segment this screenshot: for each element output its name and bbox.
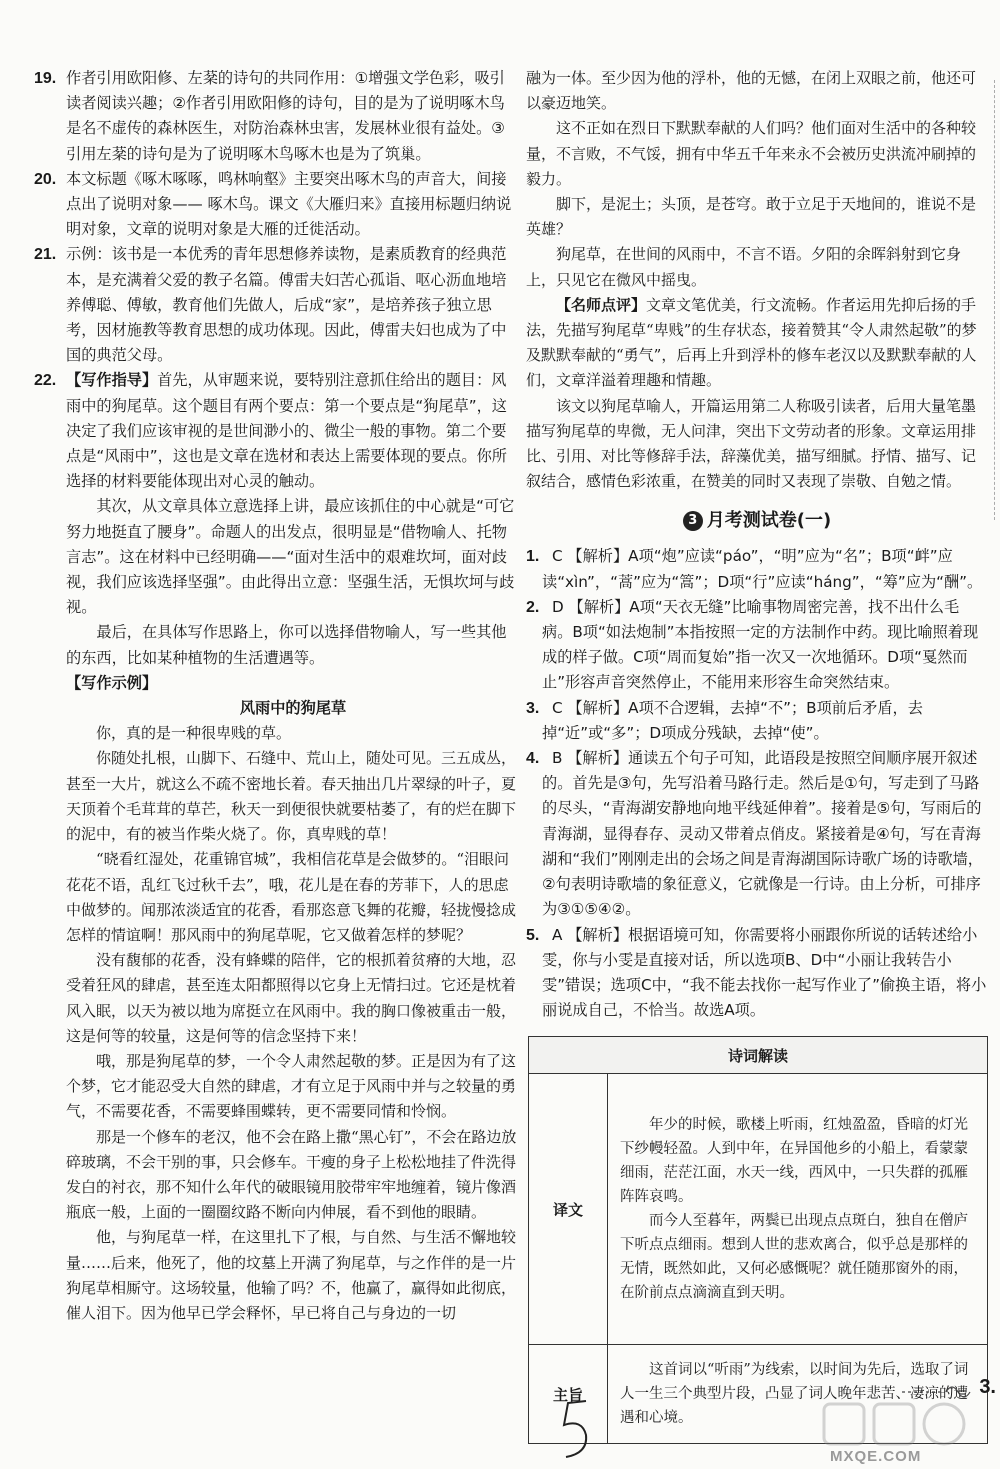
answer-19 xyxy=(34,66,520,167)
teacher-review xyxy=(526,293,988,394)
essay-paragraph: 融为一体。至少因为他的浮朴，他的无憾，在闭上双眼之前，他还可以豪迈地笑。 xyxy=(526,69,977,113)
answer-text: C 【解析】A项“炮”应读“páo”，“明”应为“名”；B项“衅”应读“xìn”，“蒿”应为“篙”；D项“行”应读“háng”，“筹”应为“酬”。 xyxy=(542,547,983,591)
answer-text: B 【解析】通读五个句子可知，此语段是按照空间顺序展开叙述的。首先是③句，先写沿着马路行走。然后是①句，写走到了马路的尽头，“青海湖安静地向地平线延伸着”。接着是⑤句，写雨后的青海湖，显得春存、灵动又带着点俏皮。紧接着是④句，写在青海湖和“我们”刚刚走出的会场之间是青海湖国际诗歌广场的诗歌墙，②句表明诗歌墙的象征意义，它就像是一行诗。由上分析，可排序为③①⑤④②。 xyxy=(542,749,983,919)
guide-paragraph-1: 首先，从审题来说，要特别注意抓住给出的题目：风雨中的狗尾草。这个题目有两个要点：第一个要点是“狗尾草”，这决定了我们应该审视的是世间渺小的、微尘一般的事物。第二个要点是“风雨中”，这也是文章在选材和表达上需要体现的要点。你所选择的材料要能体现出对心灵的触动。 xyxy=(66,371,507,491)
question-number: 19. xyxy=(34,70,57,87)
mc-answer-3 xyxy=(526,696,988,746)
mc-answer-2 xyxy=(526,595,988,696)
section-number-badge: 3 xyxy=(683,511,703,531)
writing-example-tag: 【写作示例】 xyxy=(66,673,158,692)
table-header: 诗词解读 xyxy=(529,1037,988,1074)
essay-paragraph: 脚下，是泥土；头顶，是苍穹。敢于立足于天地间的，谁说不是英雄？ xyxy=(526,195,977,239)
answer-text: A 【解析】根据语境可知，你需要将小丽跟你所说的话转述给小雯，你与小雯是直接对话，所以选项B、D中“小丽让我转告小雯”错误；选项C中，“我不能去找你一起写作业了”偷换主语，将小丽说成自己，不恰当。故选A项。 xyxy=(542,925,987,1020)
left-column xyxy=(34,66,520,1326)
mc-answer-1 xyxy=(526,544,988,594)
page-number: 3. xyxy=(979,1376,996,1398)
watermark-text: MXQE.COM xyxy=(830,1448,922,1465)
mc-answer-5 xyxy=(526,923,988,1024)
question-number: 21. xyxy=(34,246,57,264)
row-label-theme: 主旨 xyxy=(529,1345,608,1444)
question-number: 5. xyxy=(526,926,540,944)
translation-paragraph: 年少的时候，歌楼上听雨，红烛盈盈，昏暗的灯光下纱幔轻盈。人到中年，在异国他乡的小船上，看蒙蒙细雨，茫茫江面，水天一线，西风中，一只失群的孤雁阵阵哀鸣。 xyxy=(620,1117,968,1205)
question-number: 20. xyxy=(34,170,57,188)
answer-text: D 【解析】A项“天衣无缝”比喻事物周密完善，找不出什么毛病。B项“如法炮制”本指按照一定的方法制作中药。现比喻照着现成的样子做。C项“周而复始”指一次又一次地循环。D项“戛然而止”形容声音突然停止，不能用来形容生命突然结束。 xyxy=(542,597,979,692)
teacher-review-text: 文章文笔优美，行文流畅。作者运用先抑后扬的手法，先描写狗尾草“卑贱”的生存状态，接着赞其“令人肃然起敬”的梦及默默奉献的“勇气”，后再上升到浮朴的修车老汉以及默默奉献的人们，文章洋溢着理趣和情趣。 xyxy=(526,295,977,390)
essay-paragraph: 这不正如在烈日下默默奉献的人们吗？他们面对生活中的各种较量，不言败，不气馁，拥有中华五千年来永不会被历史洪流冲刷掉的毅力。 xyxy=(526,119,977,188)
teacher-review-paragraph-2: 该文以狗尾草喻人，开篇运用第二人称吸引读者，后用大量笔墨描写狗尾草的卑微，无人问津，突出下文劳动者的形象。文章运用排比、引用、对比等修辞手法，辞藻优美，描写细腻。抒情、描写、记叙结合，感情色彩浓重，在赞美的同时又表现了崇敬、自勉之情。 xyxy=(526,396,977,491)
question-number: 2. xyxy=(526,598,540,616)
row-label-translation: 译文 xyxy=(529,1074,608,1345)
answer-21 xyxy=(34,242,520,368)
section-heading xyxy=(526,506,988,536)
question-number: 22. xyxy=(34,372,57,390)
section-title: 月考测试卷(一) xyxy=(706,510,832,532)
answer-text: 示例：该书是一本优秀的青年思想修养读物，是素质教育的经典范本，是充满着父爱的教子名篇。傅雷夫妇苦心孤诣、呕心沥血地培养傅聪、傅敏，教育他们先做人，后成“家”，是培养孩子独立思考，因材施教等教育思想的成功体现。因此，傅雷夫妇也成为了中国的典范父母。 xyxy=(66,245,507,365)
essay-paragraph: 那是一个修车的老汉，他不会在路上撒“黑心钉”，不会在路边放碎玻璃，不会干别的事，只会修车。干瘦的身子上松松地挂了件洗得发白的衬衣，那不知什么年代的破眼镜用胶带牢牢地缠着，镜片像酒瓶底一般，上面的一圈圈纹路不断向内伸展，看不到他的眼睛。 xyxy=(66,1127,517,1222)
answer-text: 本文标题《啄木啄啄，鸣林响壑》主要突出啄木鸟的声音大，间接点出了说明对象—— 啄木鸟。课文《大雁归来》直接用标题归纳说明对象，文章的说明对象是大雁的迁徙活动。 xyxy=(66,169,512,239)
guide-paragraph-3: 最后，在具体写作思路上，你可以选择借物喻人，写一些其他的东西，比如某种植物的生活遭遇等。 xyxy=(66,623,507,667)
theme-paragraph: 这首词以“听雨”为线索，以时间为先后，选取了词人一生三个典型片段，凸显了词人晚年悲苦、凄凉的遭遇和心境。 xyxy=(620,1362,969,1426)
writing-guide-tag: 【写作指导】 xyxy=(66,371,158,390)
table-row xyxy=(529,1074,988,1345)
answer-22 xyxy=(34,368,520,494)
essay-paragraph: 没有馥郁的花香，没有蜂蝶的陪伴，它的根抓着贫瘠的大地，忍受着狂风的肆虐，甚至连太阳都照得以它身上无情扫过。它还是枕着风入眠，以天为被以地为席挺立在风雨中。我的胸口像被重击一般，这是何等的较量，这是何等的信念坚持下来！ xyxy=(66,951,517,1045)
answer-text: C 【解析】A项不合逻辑，去掉“不”；B项前后矛盾，去掉“近”或“多”；D项成分残缺，去掉“使”。 xyxy=(542,698,923,742)
answer-20 xyxy=(34,167,520,243)
essay-paragraph: “晓看红湿处，花重锦官城”，我相信花草是会做梦的。“泪眼问花花不语，乱红飞过秋千去”，哦，花儿是在春的芳菲下，人的思虑中做梦的。闻那浓淡适宜的花香，看那恣意飞舞的花瓣，轻拢慢捻成怎样的情谊啊！那风雨中的狗尾草呢，它又做着怎样的梦呢？ xyxy=(66,850,517,944)
question-number: 4. xyxy=(526,750,540,768)
essay-title: 风雨中的狗尾草 xyxy=(239,699,347,718)
teacher-review-tag: 【名师点评】 xyxy=(556,295,647,314)
essay-paragraph: 他，与狗尾草一样，在这里扎下了根，与自然、与生活不懈地较量……后来，他死了，他的坟墓上开满了狗尾草，与之作伴的是一片狗尾草相厮守。这场较量，他输了吗？不，他赢了，赢得如此彻底，催人泪下。因为他早已学会释怀，早已将自己与身边的一切 xyxy=(66,1228,517,1322)
page-edge-divider xyxy=(994,80,996,520)
mc-answer-4 xyxy=(526,746,988,922)
essay-paragraph: 你，真的是一种很卑贱的草。 xyxy=(96,724,292,743)
answer-text: 作者引用欧阳修、左棻的诗句的共同作用：①增强文学色彩，吸引读者阅读兴趣；②作者引用欧阳修的诗句，目的是为了说明啄木鸟是名不虚传的森林医生，对防治森林虫害，发展林业很有益处。③引用左棻的诗句是为了说明啄木鸟啄木也是为了筑巢。 xyxy=(66,69,505,163)
question-number: 3. xyxy=(526,699,540,717)
right-column xyxy=(526,66,988,1023)
handwritten-five-icon xyxy=(556,1395,596,1465)
writing-example-tag-line xyxy=(34,671,520,696)
essay-paragraph: 你随处扎根，山脚下、石缝中、荒山上，随处可见。三五成丛，甚至一大片，就这么不疏不密地长着。春天抽出几片翠绿的叶子，夏天顶着个毛茸茸的草芒，秋天一到便很快就要枯萎了，有的烂在脚下的泥中，有的被当作柴火烧了。你，真卑贱的草！ xyxy=(66,749,517,844)
ornament-icon xyxy=(902,1382,976,1398)
essay-paragraph: 哦，那是狗尾草的梦，一个令人肃然起敬的梦。正是因为有了这个梦，它才能忍受大自然的肆虐，才有立足于风雨中并与之较量的勇气，不需要花香，不需要蜂围蝶转，更不需要同情和怜悯。 xyxy=(66,1051,517,1121)
translation-cell xyxy=(608,1074,988,1345)
translation-paragraph: 而今人至暮年，两鬓已出现点点斑白，独自在僧庐下听点点细雨。想到人世的悲欢离合，似乎总是那样的无情，既然如此，又何必感慨呢？就任随那窗外的雨，在阶前点点滴滴直到天明。 xyxy=(620,1213,968,1301)
question-number: 1. xyxy=(526,548,540,566)
essay-paragraph: 狗尾草，在世间的风雨中，不言不语。夕阳的余晖斜射到它身上，只见它在微风中摇曳。 xyxy=(526,245,962,289)
guide-paragraph-2: 其次，从文章具体立意选择上讲，最应该抓住的中心就是“可它努力地挺直了腰身”。命题人的出发点，很明显是“借物喻人、托物言志”。这在材料中已经明确——“面对生活中的艰难坎坷，面对歧视，我们应该选择坚强”。由此得出立意：坚强生活，无惧坎坷与歧视。 xyxy=(66,497,515,617)
